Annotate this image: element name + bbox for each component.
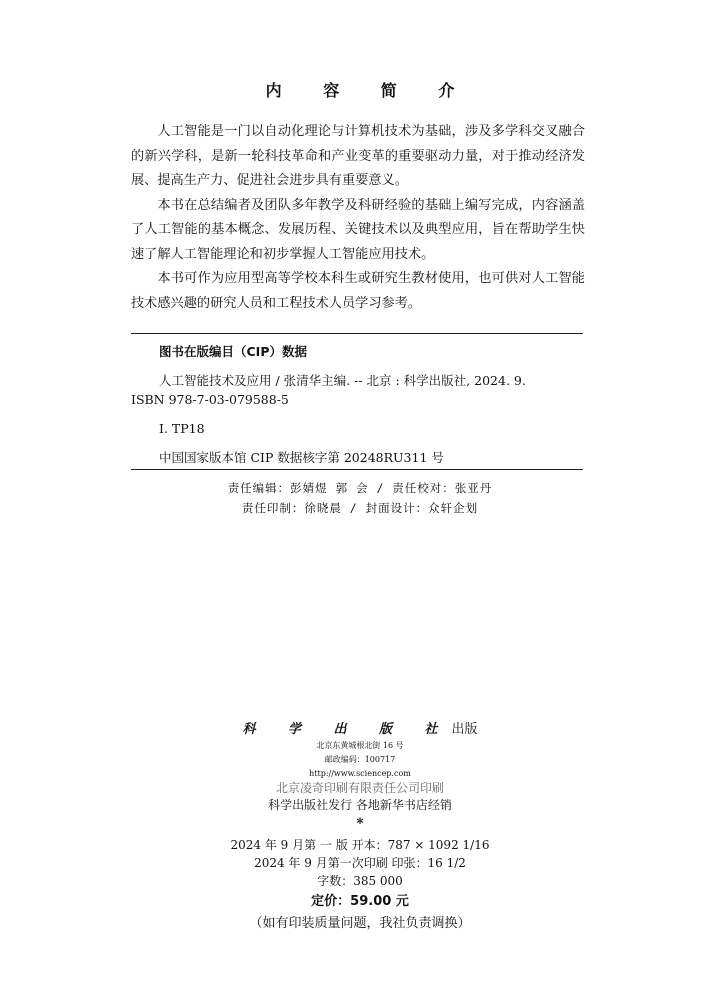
- publisher-address: 北京东黄城根北街 16 号: [316, 741, 404, 750]
- cip-line-1: 人工智能技术及应用 / 张清华主编. -- 北京 : 科学出版社, 2024. 9.: [159, 373, 526, 388]
- separator-star: *: [356, 816, 364, 832]
- page-title: 内 容 简 介: [265, 81, 473, 100]
- publisher-postcode: 邮政编码：100717: [324, 755, 396, 764]
- credits-line-2: 责任印制：徐晓晨 / 封面设计：众轩企划: [241, 501, 479, 515]
- printer-line: 北京凌奇印刷有限责任公司印刷: [275, 781, 444, 795]
- cip-data-block: [131, 333, 583, 470]
- cip-heading: 图书在版编目（CIP）数据: [159, 344, 307, 359]
- cip-line-2: ISBN 978-7-03-079588-5: [131, 392, 289, 407]
- edition-line: 2024 年 9 月第 一 版 开本：787 × 1092 1/16: [230, 838, 490, 852]
- credits-line-1: 责任编辑：彭婧煜 郭 会 / 责任校对：张亚丹: [227, 481, 493, 495]
- wordcount-line: 字数：385 000: [317, 874, 403, 888]
- publisher-logo-text: 科 学 出 版 社: [242, 722, 452, 737]
- introduction: [131, 120, 585, 316]
- intro-paragraph-2: 本书在总结编者及团队多年教学及科研经验的基础上编写完成，内容涵盖了人工智能的基本概念、发展历程、关键技术以及典型应用，旨在帮助学生快速了解人工智能理论和初步掌握人工智能应用技术。: [131, 197, 585, 262]
- intro-paragraph-1: 人工智能是一门以自动化理论与计算机技术为基础，涉及多学科交叉融合的新兴学科，是新一轮科技革命和产业变革的重要驱动力量，对于推动经济发展、提高生产力、促进社会进步具有重要意义。: [131, 124, 585, 188]
- distribution-line: 科学出版社发行 各地新华书店经销: [268, 798, 452, 812]
- printing-line: 2024 年 9 月第一次印刷 印张：16 1/2: [254, 856, 466, 870]
- price-line: 定价：59.00 元: [311, 894, 409, 909]
- publisher-url: http://www.sciencep.com: [309, 769, 411, 778]
- cip-line-4: 中国国家版本馆 CIP 数据核字第 20248RU311 号: [159, 450, 444, 465]
- publisher-name: [0, 718, 720, 737]
- publisher-suffix: 出版: [451, 722, 478, 737]
- cip-line-3: Ⅰ. TP18: [159, 421, 205, 436]
- quality-note: （如有印装质量问题，我社负责调换）: [249, 916, 471, 931]
- intro-paragraph-3: 本书可作为应用型高等学校本科生或研究生教材使用，也可供对人工智能技术感兴趣的研究人员和工程技术人员学习参考。: [131, 271, 585, 311]
